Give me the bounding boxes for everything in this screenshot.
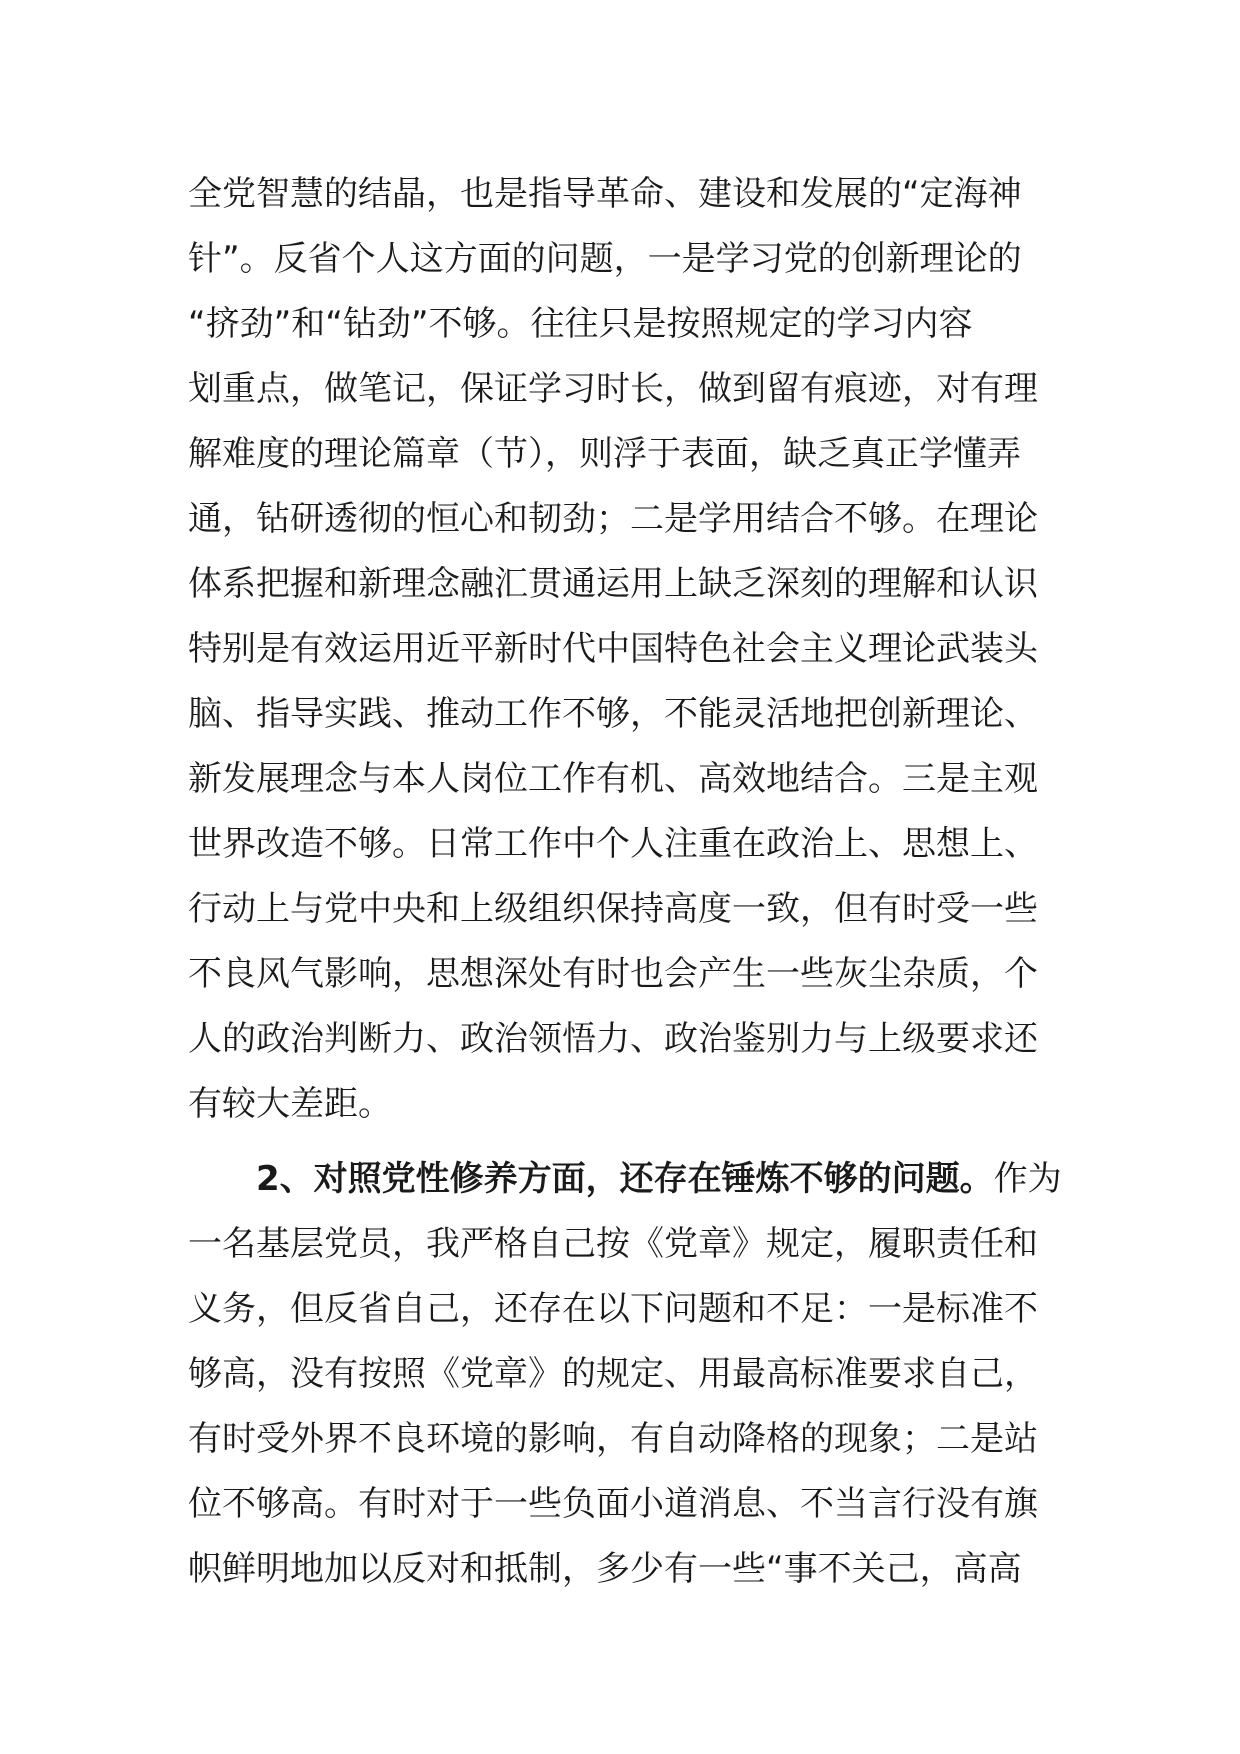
text-line: 新发展理念与本人岗位工作有机、高效地结合。三是主观 <box>188 759 1038 799</box>
text-line: 不良风气影响，思想深处有时也会产生一些灰尘杂质，个 <box>188 954 1038 994</box>
text-line: 够高，没有按照《党章》的规定、用最高标准要求自己， <box>188 1354 1038 1394</box>
text-line: 有较大差距。 <box>188 1084 392 1124</box>
text-line: 行动上与党中央和上级组织保持高度一致，但有时受一些 <box>188 889 1038 929</box>
text-line: 针”。反省个人这方面的问题，一是学习党的创新理论的 <box>188 239 1022 279</box>
text-line: “挤劲”和“钻劲”不够。往往只是按照规定的学习内容 <box>188 304 973 344</box>
text-line: 有时受外界不良环境的影响，有自动降格的现象；二是站 <box>188 1419 1038 1459</box>
text-line: 世界改造不够。日常工作中个人注重在政治上、思想上、 <box>188 824 1038 864</box>
paragraph-party-spirit <box>188 1147 1060 1602</box>
text-line: 人的政治判断力、政治领悟力、政治鉴别力与上级要求还 <box>188 1019 1038 1059</box>
text-line: 一名基层党员，我严格自己按《党章》规定，履职责任和 <box>188 1224 1038 1264</box>
text-line: 划重点，做笔记，保证学习时长，做到留有痕迹，对有理 <box>188 369 1038 409</box>
text-line: 体系把握和新理念融汇贯通运用上缺乏深刻的理解和认识 <box>188 564 1038 604</box>
section-heading: 2、对照党性修养方面，还存在锤炼不够的问题。 <box>256 1159 994 1199</box>
text-line: 帜鲜明地加以反对和抵制，多少有一些“事不关己，高高 <box>188 1549 1022 1589</box>
paragraph-continuation <box>188 162 1060 1137</box>
text-line: 全党智慧的结晶，也是指导革命、建设和发展的“定海神 <box>188 174 1022 214</box>
text-line: 义务，但反省自己，还存在以下问题和不足：一是标准不 <box>188 1289 1038 1329</box>
text-run: 作为 <box>993 1159 1062 1199</box>
text-line: 脑、指导实践、推动工作不够，不能灵活地把创新理论、 <box>188 694 1038 734</box>
text-line: 位不够高。有时对于一些负面小道消息、不当言行没有旗 <box>188 1484 1038 1524</box>
text-line: 解难度的理论篇章（节），则浮于表面，缺乏真正学懂弄 <box>188 434 1021 474</box>
paragraph-first-line <box>188 1147 1060 1212</box>
text-line: 特别是有效运用近平新时代中国特色社会主义理论武装头 <box>188 629 1038 669</box>
text-line: 通，钻研透彻的恒心和韧劲；二是学用结合不够。在理论 <box>188 499 1038 539</box>
